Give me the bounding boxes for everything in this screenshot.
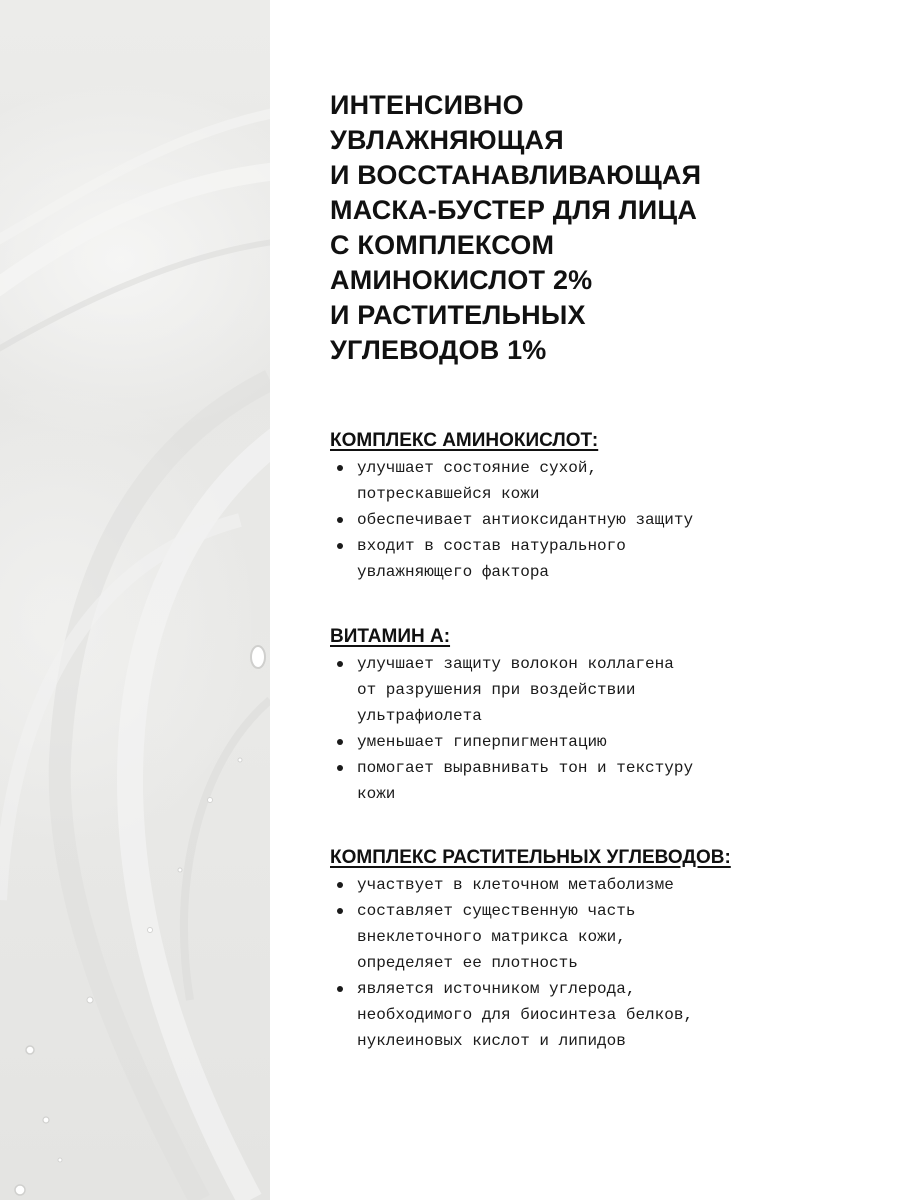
list-item-text: увлажняющего фактора <box>357 563 550 581</box>
title-line: МАСКА-БУСТЕР ДЛЯ ЛИЦА <box>330 195 698 225</box>
list-item <box>330 507 850 533</box>
list-item-text: необходимого для биосинтеза белков, <box>357 1006 694 1024</box>
list-item <box>330 976 850 1054</box>
list-item <box>330 755 850 807</box>
list-item-text: составляет существенную часть <box>357 902 636 920</box>
section-heading: ВИТАМИН А: <box>330 626 451 647</box>
list-item-text: кожи <box>357 785 396 803</box>
bullet-dot-icon <box>337 908 343 914</box>
cream-texture-image <box>0 0 270 1200</box>
list-item-text: от разрушения при воздействии <box>357 681 636 699</box>
cream-texture-swirls <box>0 0 270 1200</box>
title-line: С КОМПЛЕКСОМ <box>330 230 555 260</box>
title-line: И ВОССТАНАВЛИВАЮЩАЯ <box>330 160 702 190</box>
bullet-dot-icon <box>337 543 343 549</box>
list-item-text: нуклеиновых кислот и липидов <box>357 1032 626 1050</box>
list-item-text: обеспечивает антиоксидантную защиту <box>357 511 694 529</box>
bullet-dot-icon <box>337 517 343 523</box>
bullet-list <box>330 872 850 1054</box>
product-description <box>330 88 850 1050</box>
bullet-list <box>330 455 850 585</box>
section-heading: КОМПЛЕКС АМИНОКИСЛОТ: <box>330 430 599 451</box>
list-item-text: улучшает защиту волокон коллагена <box>357 655 674 673</box>
bullet-dot-icon <box>337 765 343 771</box>
bullet-dot-icon <box>337 739 343 745</box>
bullet-list <box>330 651 850 807</box>
list-item <box>330 898 850 976</box>
list-item-text: ультрафиолета <box>357 707 482 725</box>
list-item-text: является источником углерода, <box>357 980 636 998</box>
list-item-text: помогает выравнивать тон и текстуру <box>357 759 694 777</box>
list-item-text: потрескавшейся кожи <box>357 485 540 503</box>
section-plant-carbohydrates <box>330 847 850 1054</box>
list-item-text: улучшает состояние сухой, <box>357 459 598 477</box>
list-item <box>330 533 850 585</box>
title-line: ИНТЕНСИВНО <box>330 90 524 120</box>
bullet-dot-icon <box>337 882 343 888</box>
list-item-text: участвует в клеточном метаболизме <box>357 876 674 894</box>
bullet-dot-icon <box>337 986 343 992</box>
list-item <box>330 455 850 507</box>
bullet-dot-icon <box>337 661 343 667</box>
list-item-text: входит в состав натурального <box>357 537 626 555</box>
section-heading: КОМПЛЕКС РАСТИТЕЛЬНЫХ УГЛЕВОДОВ: <box>330 847 731 868</box>
list-item-text: определяет ее плотность <box>357 954 578 972</box>
section-vitamin-a <box>330 626 850 807</box>
section-amino-acids <box>330 430 850 585</box>
list-item <box>330 651 850 729</box>
list-item <box>330 729 850 755</box>
list-item <box>330 872 850 898</box>
product-title <box>330 88 850 368</box>
list-item-text: внеклеточного матрикса кожи, <box>357 928 626 946</box>
bullet-dot-icon <box>337 465 343 471</box>
list-item-text: уменьшает гиперпигментацию <box>357 733 607 751</box>
title-line: УГЛЕВОДОВ 1% <box>330 335 547 365</box>
title-line: УВЛАЖНЯЮЩАЯ <box>330 125 564 155</box>
title-line: И РАСТИТЕЛЬНЫХ <box>330 300 586 330</box>
title-line: АМИНОКИСЛОТ 2% <box>330 265 593 295</box>
